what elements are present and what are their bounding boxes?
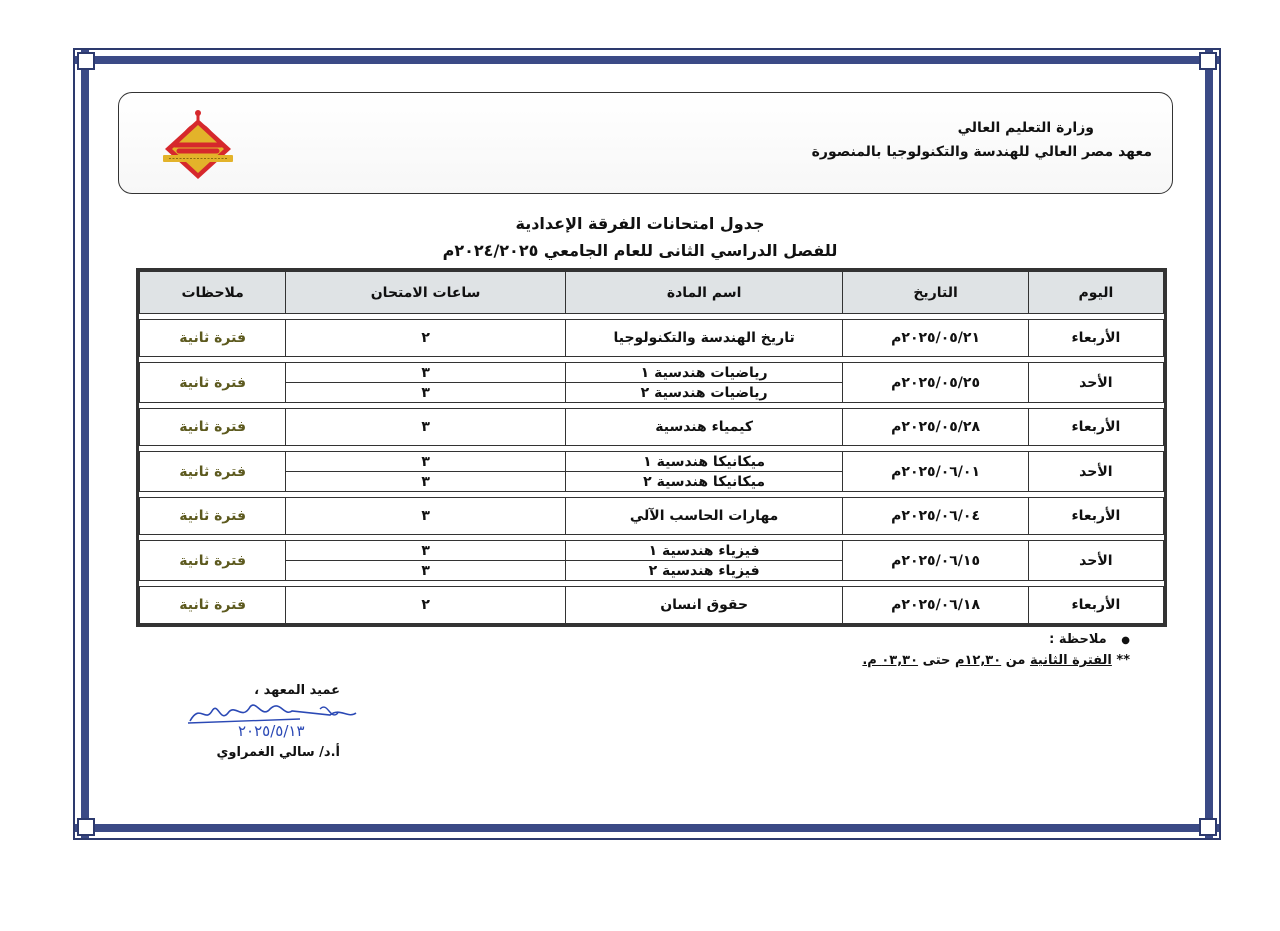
- table-row: [140, 498, 1164, 535]
- cell-subject: رياضيات هندسية ٢: [565, 383, 843, 403]
- cell-subject: مهارات الحاسب الآلي: [565, 498, 843, 535]
- cell-notes: فترة ثانية: [140, 409, 286, 446]
- table-header-row: [140, 272, 1164, 314]
- cell-subject: ميكانيكا هندسية ١: [565, 452, 843, 472]
- cell-date: ٢٠٢٥/٠٥/٢١م: [843, 320, 1028, 357]
- table-row: [140, 452, 1164, 472]
- cell-notes: فترة ثانية: [140, 452, 286, 492]
- cell-hours: ٢: [286, 320, 566, 357]
- header-subject: اسم المادة: [565, 272, 843, 314]
- cell-notes: فترة ثانية: [140, 498, 286, 535]
- cell-hours: ٣: [286, 541, 566, 561]
- cell-hours: ٣: [286, 498, 566, 535]
- cell-day: الأربعاء: [1028, 320, 1163, 357]
- start-time: ١٢,٣٠م: [954, 653, 1002, 668]
- cell-hours: ٣: [286, 561, 566, 581]
- institute-name: معهد مصر العالي للهندسة والتكنولوجيا بالمنصورة: [811, 144, 1152, 160]
- cell-hours: ٣: [286, 363, 566, 383]
- cell-date: ٢٠٢٥/٠٦/١٥م: [843, 541, 1028, 581]
- header-date: التاريخ: [843, 272, 1028, 314]
- table-row: [140, 541, 1164, 561]
- cell-subject: ميكانيكا هندسية ٢: [565, 472, 843, 492]
- cell-subject: تاريخ الهندسة والتكنولوجيا: [565, 320, 843, 357]
- cell-day: الأحد: [1028, 541, 1163, 581]
- header-notes: ملاحظات: [140, 272, 286, 314]
- table-row: [140, 409, 1164, 446]
- ministry-name: وزارة التعليم العالي: [957, 120, 1094, 136]
- cell-date: ٢٠٢٥/٠٥/٢٥م: [843, 363, 1028, 403]
- cell-subject: كيمياء هندسية: [565, 409, 843, 446]
- cell-day: الأحد: [1028, 363, 1163, 403]
- note-text: ** الفترة الثانية من ١٢,٣٠م حتى ٠٣,٣٠ م.: [862, 653, 1130, 668]
- cell-hours: ٢: [286, 587, 566, 624]
- table-row: [140, 587, 1164, 624]
- title-line-1: جدول امتحانات الفرقة الإعدادية: [515, 214, 765, 233]
- cell-notes: فترة ثانية: [140, 541, 286, 581]
- cell-notes: فترة ثانية: [140, 320, 286, 357]
- cell-subject: فيزياء هندسية ٢: [565, 561, 843, 581]
- letterhead: [118, 92, 1173, 194]
- handwritten-signature: [180, 693, 370, 741]
- end-time: ٠٣,٣٠ م.: [862, 653, 919, 668]
- table-row: [140, 320, 1164, 357]
- cell-hours: ٣: [286, 472, 566, 492]
- cell-date: ٢٠٢٥/٠٦/٠١م: [843, 452, 1028, 492]
- cell-notes: فترة ثانية: [140, 587, 286, 624]
- cell-hours: ٣: [286, 452, 566, 472]
- schedule-title: [0, 210, 1280, 264]
- cell-notes: فترة ثانية: [140, 363, 286, 403]
- dean-name: أ.د/ سالي الغمراوي: [216, 745, 340, 760]
- bullet-icon: ●: [1121, 635, 1130, 646]
- cell-day: الأربعاء: [1028, 498, 1163, 535]
- note-block: [862, 632, 1130, 668]
- period-label: الفترة الثانية: [1029, 653, 1112, 668]
- institute-logo: [157, 101, 239, 183]
- cell-date: ٢٠٢٥/٠٦/١٨م: [843, 587, 1028, 624]
- cell-subject: فيزياء هندسية ١: [565, 541, 843, 561]
- cell-date: ٢٠٢٥/٠٥/٢٨م: [843, 409, 1028, 446]
- cell-date: ٢٠٢٥/٠٦/٠٤م: [843, 498, 1028, 535]
- dean-title: عميد المعهد ،: [254, 683, 340, 698]
- cell-hours: ٣: [286, 383, 566, 403]
- exam-schedule-table: [139, 271, 1164, 624]
- table-row: [140, 363, 1164, 383]
- cell-subject: حقوق انسان: [565, 587, 843, 624]
- header-hours: ساعات الامتحان: [286, 272, 566, 314]
- cell-hours: ٣: [286, 409, 566, 446]
- title-line-2: للفصل الدراسي الثانى للعام الجامعي ٢٠٢٤/٢٠٢٥م: [442, 241, 838, 260]
- header-day: اليوم: [1028, 272, 1163, 314]
- cell-day: الأحد: [1028, 452, 1163, 492]
- cell-day: الأربعاء: [1028, 587, 1163, 624]
- signature-date: ٢٠٢٥/٥/١٣: [238, 722, 305, 740]
- note-label: ملاحظة :: [1049, 632, 1107, 647]
- letterhead-text: [812, 120, 1152, 160]
- cell-subject: رياضيات هندسية ١: [565, 363, 843, 383]
- cell-day: الأربعاء: [1028, 409, 1163, 446]
